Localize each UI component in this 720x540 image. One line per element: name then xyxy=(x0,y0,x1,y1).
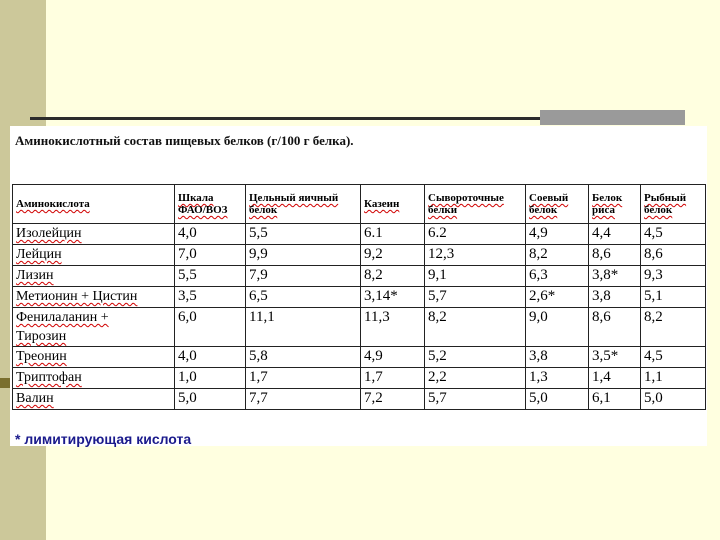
column-header xyxy=(526,185,589,224)
value-cell: 2,6* xyxy=(526,287,589,308)
value-cell: 3,5* xyxy=(589,347,641,368)
column-header xyxy=(589,185,641,224)
amino-acid-name-line: Триптофан xyxy=(16,370,82,385)
value-cell: 5,8 xyxy=(246,347,361,368)
value-cell: 8,6 xyxy=(589,308,641,347)
amino-acid-name xyxy=(13,245,175,266)
column-header xyxy=(425,185,526,224)
amino-acid-table xyxy=(12,184,706,410)
value-cell: 4,5 xyxy=(641,347,706,368)
value-cell: 8,2 xyxy=(361,266,425,287)
table-row xyxy=(13,347,706,368)
value-cell: 8,2 xyxy=(425,308,526,347)
column-header-line: ФАО/ВОЗ xyxy=(178,204,228,216)
amino-acid-name-line: Валин xyxy=(16,391,54,406)
amino-acid-name-line: Треонин xyxy=(16,349,67,364)
value-cell: 4,5 xyxy=(641,224,706,245)
value-cell: 5,0 xyxy=(641,389,706,410)
amino-acid-name xyxy=(13,368,175,389)
column-header xyxy=(641,185,706,224)
value-cell: 2,2 xyxy=(425,368,526,389)
amino-acid-name xyxy=(13,266,175,287)
value-cell: 9,3 xyxy=(641,266,706,287)
amino-acid-name-line: Лизин xyxy=(16,268,54,283)
value-cell: 5,0 xyxy=(526,389,589,410)
value-cell: 1,3 xyxy=(526,368,589,389)
value-cell: 12,3 xyxy=(425,245,526,266)
value-cell: 1,7 xyxy=(246,368,361,389)
value-cell: 9,9 xyxy=(246,245,361,266)
value-cell: 8,2 xyxy=(641,308,706,347)
column-header xyxy=(246,185,361,224)
value-cell: 5,5 xyxy=(246,224,361,245)
value-cell: 5,2 xyxy=(425,347,526,368)
table-caption: Аминокислотный состав пищевых белков (г/100 г белка). xyxy=(15,133,354,148)
value-cell: 7,7 xyxy=(246,389,361,410)
amino-acid-name-line: Лейцин xyxy=(16,247,62,262)
amino-acid-name xyxy=(13,287,175,308)
value-cell: 8,6 xyxy=(641,245,706,266)
value-cell: 3,8 xyxy=(526,347,589,368)
table-row xyxy=(13,308,706,347)
amino-acid-name xyxy=(13,389,175,410)
table-row xyxy=(13,266,706,287)
value-cell: 8,6 xyxy=(589,245,641,266)
column-header xyxy=(361,185,425,224)
value-cell: 6.1 xyxy=(361,224,425,245)
column-header-line: белок xyxy=(644,204,673,216)
column-header-line: Цельный яичный xyxy=(249,192,339,204)
embedded-document xyxy=(10,126,707,446)
column-header-line: белок xyxy=(529,204,558,216)
column-header-line: белок xyxy=(249,204,278,216)
value-cell: 5,1 xyxy=(641,287,706,308)
column-header xyxy=(175,185,246,224)
title-divider-block xyxy=(540,110,685,125)
value-cell: 6,1 xyxy=(589,389,641,410)
amino-acid-name xyxy=(13,347,175,368)
title-divider-line xyxy=(30,117,540,120)
value-cell: 4,4 xyxy=(589,224,641,245)
value-cell: 3,8 xyxy=(589,287,641,308)
value-cell: 4,9 xyxy=(526,224,589,245)
value-cell: 6,5 xyxy=(246,287,361,308)
amino-acid-name-line: Метионин + Цистин xyxy=(16,289,138,304)
value-cell: 1,0 xyxy=(175,368,246,389)
value-cell: 9,1 xyxy=(425,266,526,287)
value-cell: 5,0 xyxy=(175,389,246,410)
amino-acid-name-line: Тирозин xyxy=(16,329,67,344)
table-row xyxy=(13,245,706,266)
value-cell: 3,8* xyxy=(589,266,641,287)
table-header-row xyxy=(13,185,706,224)
amino-acid-name xyxy=(13,308,175,347)
value-cell: 6,0 xyxy=(175,308,246,347)
amino-acid-name-line: Изолейцин xyxy=(16,226,82,241)
value-cell: 4,9 xyxy=(361,347,425,368)
table-row xyxy=(13,368,706,389)
value-cell: 7,0 xyxy=(175,245,246,266)
value-cell: 6.2 xyxy=(425,224,526,245)
column-header-line: Шкала xyxy=(178,192,214,204)
value-cell: 7,2 xyxy=(361,389,425,410)
value-cell: 1,4 xyxy=(589,368,641,389)
column-header-line: белки xyxy=(428,204,458,216)
value-cell: 9,2 xyxy=(361,245,425,266)
value-cell: 1,1 xyxy=(641,368,706,389)
value-cell: 11,3 xyxy=(361,308,425,347)
value-cell: 1,7 xyxy=(361,368,425,389)
value-cell: 5,5 xyxy=(175,266,246,287)
value-cell: 5,7 xyxy=(425,287,526,308)
amino-acid-name xyxy=(13,224,175,245)
table-row xyxy=(13,287,706,308)
value-cell: 3,14* xyxy=(361,287,425,308)
table-row xyxy=(13,224,706,245)
value-cell: 6,3 xyxy=(526,266,589,287)
column-header-line: Рыбный xyxy=(644,192,687,204)
value-cell: 9,0 xyxy=(526,308,589,347)
value-cell: 11,1 xyxy=(246,308,361,347)
footnote: * лимитирующая кислота xyxy=(15,431,192,447)
column-header-line: Сывороточные xyxy=(428,192,504,204)
value-cell: 4,0 xyxy=(175,347,246,368)
column-header-line: Казеин xyxy=(364,198,400,210)
value-cell: 3,5 xyxy=(175,287,246,308)
column-header xyxy=(13,185,175,224)
value-cell: 4,0 xyxy=(175,224,246,245)
value-cell: 8,2 xyxy=(526,245,589,266)
column-header-line: Соевый xyxy=(529,192,569,204)
table-row xyxy=(13,389,706,410)
amino-acid-name-line: Фенилаланин + xyxy=(16,310,109,325)
value-cell: 5,7 xyxy=(425,389,526,410)
column-header-line: риса xyxy=(592,204,615,216)
value-cell: 7,9 xyxy=(246,266,361,287)
column-header-line: Аминокислота xyxy=(16,198,90,210)
column-header-line: Белок xyxy=(592,192,623,204)
